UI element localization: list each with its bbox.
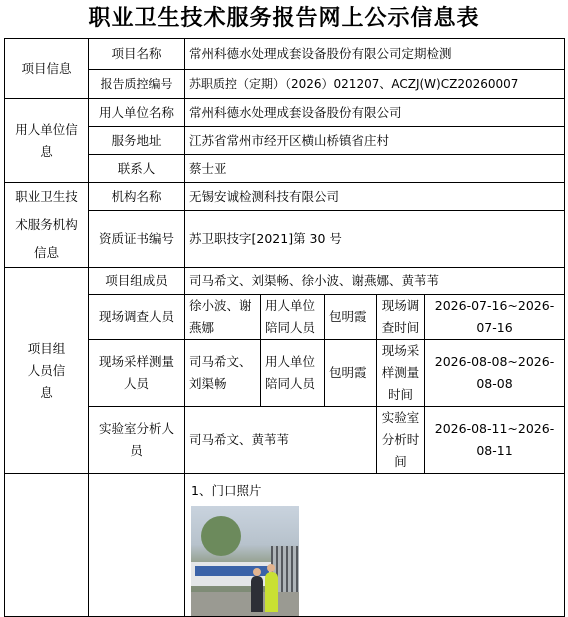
survey-staff-label: 现场调查人员 <box>89 295 185 340</box>
service-address-label: 服务地址 <box>89 127 185 155</box>
photo-tree <box>201 516 241 556</box>
report-code-label: 报告质控编号 <box>89 70 185 99</box>
photo-person-head <box>253 568 261 576</box>
cert-number-value: 苏卫职技字[2021]第 30 号 <box>185 211 565 268</box>
sampling-escort-label: 用人单位陪同人员 <box>261 340 325 407</box>
sampling-time-label: 现场采样测量时间 <box>377 340 425 407</box>
project-name-label: 项目名称 <box>89 39 185 70</box>
agency-name-value: 无锡安诚检测科技有限公司 <box>185 183 565 211</box>
report-code-value: 苏职质控（定期）（2026）021207、ACZJ(W)CZ20260007 <box>185 70 565 99</box>
photo-person-head <box>267 564 275 572</box>
project-info-section: 项目信息 <box>5 39 89 99</box>
survey-escort-value: 包明霞 <box>325 295 377 340</box>
photo-caption: 1、门口照片 <box>191 483 262 498</box>
photo-blank-cell <box>5 474 89 617</box>
entrance-photo <box>191 506 299 616</box>
lab-time-label: 实验室分析时间 <box>377 407 425 474</box>
photo-blank-cell <box>89 474 185 617</box>
sampling-staff-value: 司马希文、刘渠畅 <box>185 340 261 407</box>
employer-name-value: 常州科德水处理成套设备股份有限公司 <box>185 99 565 127</box>
sampling-time-value: 2026-08-08~2026-08-08 <box>425 340 565 407</box>
lab-staff-value: 司马希文、黄苇苇 <box>185 407 377 474</box>
members-label: 项目组成员 <box>89 268 185 295</box>
photo-cell <box>185 474 565 617</box>
lab-time-value: 2026-08-11~2026-08-11 <box>425 407 565 474</box>
agency-section: 职业卫生技术服务机构信息 <box>5 183 89 268</box>
agency-name-label: 机构名称 <box>89 183 185 211</box>
lab-staff-label: 实验室分析人员 <box>89 407 185 474</box>
survey-escort-label: 用人单位陪同人员 <box>261 295 325 340</box>
service-address-value: 江苏省常州市经开区横山桥镇省庄村 <box>185 127 565 155</box>
page-title: 职业卫生技术服务报告网上公示信息表 <box>88 6 480 31</box>
members-value: 司马希文、刘渠畅、徐小波、谢燕娜、黄苇苇 <box>185 268 565 295</box>
cert-number-label: 资质证书编号 <box>89 211 185 268</box>
employer-section: 用人单位信息 <box>5 99 89 183</box>
staff-section: 项目组人员信息 <box>5 268 89 474</box>
survey-staff-value: 徐小波、谢燕娜 <box>185 295 261 340</box>
employer-name-label: 用人单位名称 <box>89 99 185 127</box>
sampling-staff-label: 现场采样测量人员 <box>89 340 185 407</box>
photo-ground <box>191 592 299 616</box>
photo-person-vest <box>265 572 278 612</box>
survey-time-label: 现场调查时间 <box>377 295 425 340</box>
contact-value: 蔡士亚 <box>185 155 565 183</box>
photo-person <box>251 576 263 612</box>
survey-time-value: 2026-07-16~2026-07-16 <box>425 295 565 340</box>
contact-label: 联系人 <box>89 155 185 183</box>
sampling-escort-value: 包明霞 <box>325 340 377 407</box>
project-name-value: 常州科德水处理成套设备股份有限公司定期检测 <box>185 39 565 70</box>
info-table <box>4 38 565 617</box>
